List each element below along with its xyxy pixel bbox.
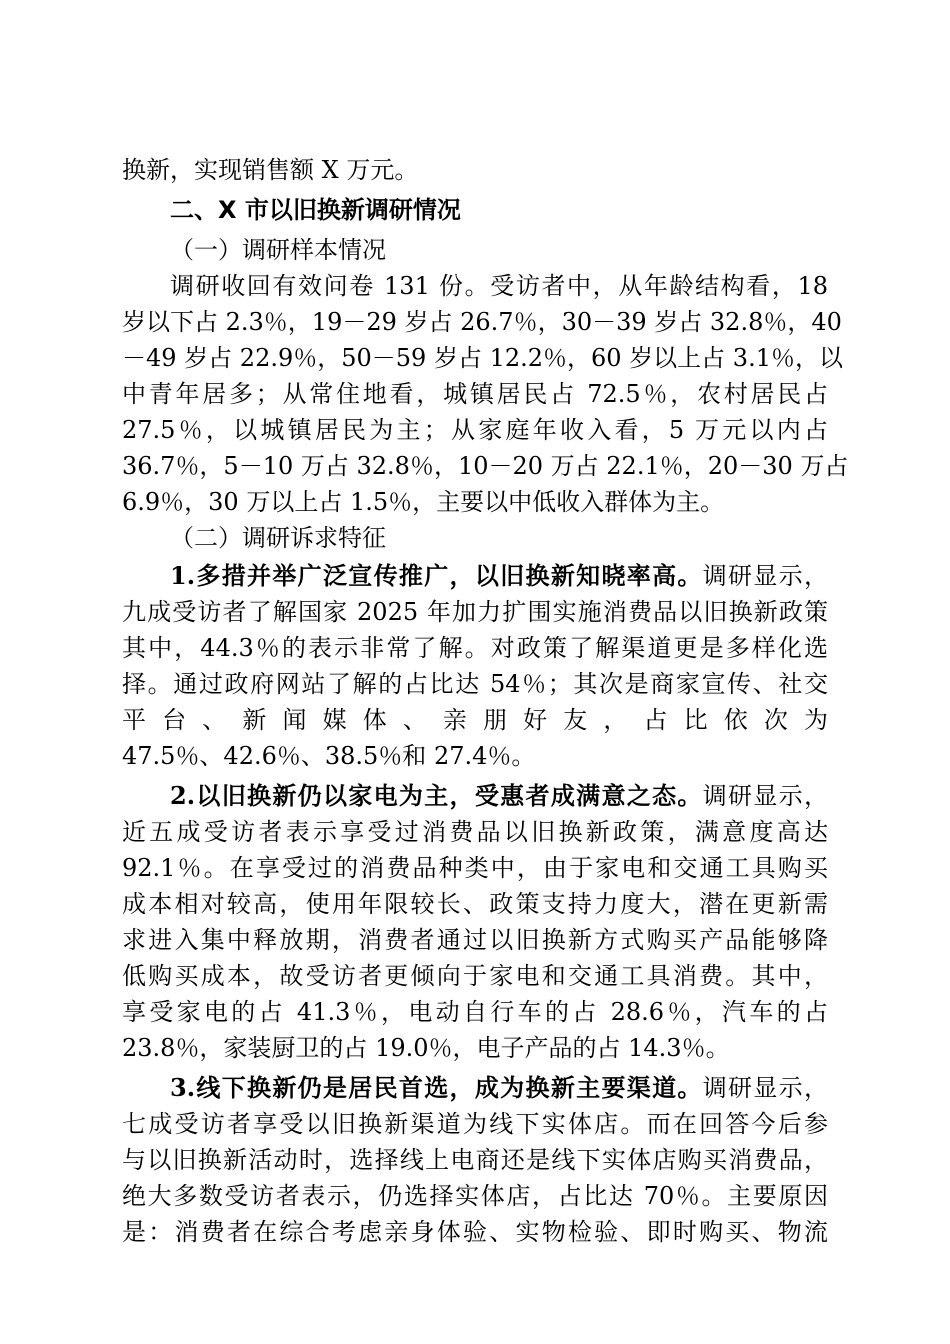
paragraph-line: 岁以下占 2.3％，19－29 岁占 26.7％，30－39 岁占 32.8％，40 [122, 308, 842, 336]
paragraph-line: 92.1％。在享受过的消费品种类中，由于家电和交通工具购买 [122, 854, 828, 882]
subsection-heading: （二）调研诉求特征 [170, 524, 386, 552]
paragraph-line: 调研收回有效问卷 131 份。受访者中，从年龄结构看，18 [170, 272, 828, 300]
paragraph-line: 与以旧换新活动时，选择线上电商还是线下实体店购买消费品， [122, 1146, 828, 1174]
paragraph-line: 绝大多数受访者表示，仍选择实体店，占比达 70％。主要原因 [122, 1182, 828, 1210]
paragraph-line: 平 台 、 新 闻 媒 体 、 亲 朋 好 友 ， 占 比 依 次 为 [122, 706, 828, 734]
item-lead-rest: 调研显示， [702, 1074, 829, 1102]
item-lead-bold: 3.线下换新仍是居民首选，成为换新主要渠道。 [170, 1073, 703, 1102]
item-lead-line [170, 1068, 828, 1108]
paragraph-line: 成本相对较高，使用年限较长、政策支持力度大，潜在更新需 [122, 890, 828, 918]
paragraph-line: 享受家电的占 41.3％，电动自行车的占 28.6％，汽车的占 [122, 998, 828, 1026]
paragraph-line: 近五成受访者表示享受过消费品以旧换新政策，满意度高达 [122, 818, 828, 846]
item-lead-rest: 调研显示， [702, 562, 829, 590]
paragraph-line: 36.7％，5－10 万占 32.8％，10－20 万占 22.1％，20－30 万占 [122, 452, 849, 480]
item-lead-bold: 1.多措并举广泛宣传推广，以旧换新知晓率高。 [170, 561, 703, 590]
paragraph-line: 47.5％、42.6％、38.5％和 27.4％。 [122, 742, 536, 770]
paragraph-line: －49 岁占 22.9％，50－59 岁占 12.2％，60 岁以上占 3.1％，以 [122, 344, 843, 372]
paragraph-line: 其中，44.3％的表示非常了解。对政策了解渠道更是多样化选 [122, 634, 828, 662]
item-lead-line [170, 556, 828, 596]
paragraph-line: 中青年居多；从常住地看，城镇居民占 72.5％，农村居民占 [122, 380, 828, 408]
paragraph-line: 求进入集中释放期，消费者通过以旧换新方式购买产品能够降 [122, 926, 828, 954]
paragraph-line: 低购买成本，故受访者更倾向于家电和交通工具消费。其中， [122, 962, 828, 990]
item-lead-line [170, 776, 828, 816]
paragraph-line: 九成受访者了解国家 2025 年加力扩围实施消费品以旧换新政策 [122, 598, 828, 626]
paragraph-line: 七成受访者享受以旧换新渠道为线下实体店。而在回答今后参 [122, 1110, 828, 1138]
text-line: 换新，实现销售额 X 万元。 [122, 156, 419, 184]
paragraph-line: 择。通过政府网站了解的占比达 54％；其次是商家宣传、社交 [122, 670, 828, 698]
paragraph-line: 是：消费者在综合考虑亲身体验、实物检验、即时购买、物流 [122, 1218, 828, 1246]
paragraph-line: 6.9％，30 万以上占 1.5％，主要以中低收入群体为主。 [122, 488, 725, 516]
item-lead-rest: 调研显示， [702, 782, 829, 810]
item-lead-bold: 2.以旧换新仍以家电为主，受惠者成满意之态。 [170, 781, 703, 810]
subsection-heading: （一）调研样本情况 [170, 236, 386, 264]
paragraph-line: 23.8％，家装厨卫的占 19.0％，电子产品的占 14.3％。 [122, 1034, 730, 1062]
paragraph-line: 27.5％，以城镇居民为主；从家庭年收入看，5 万元以内占 [122, 416, 828, 444]
section-heading: 二、X 市以旧换新调研情况 [170, 196, 461, 224]
